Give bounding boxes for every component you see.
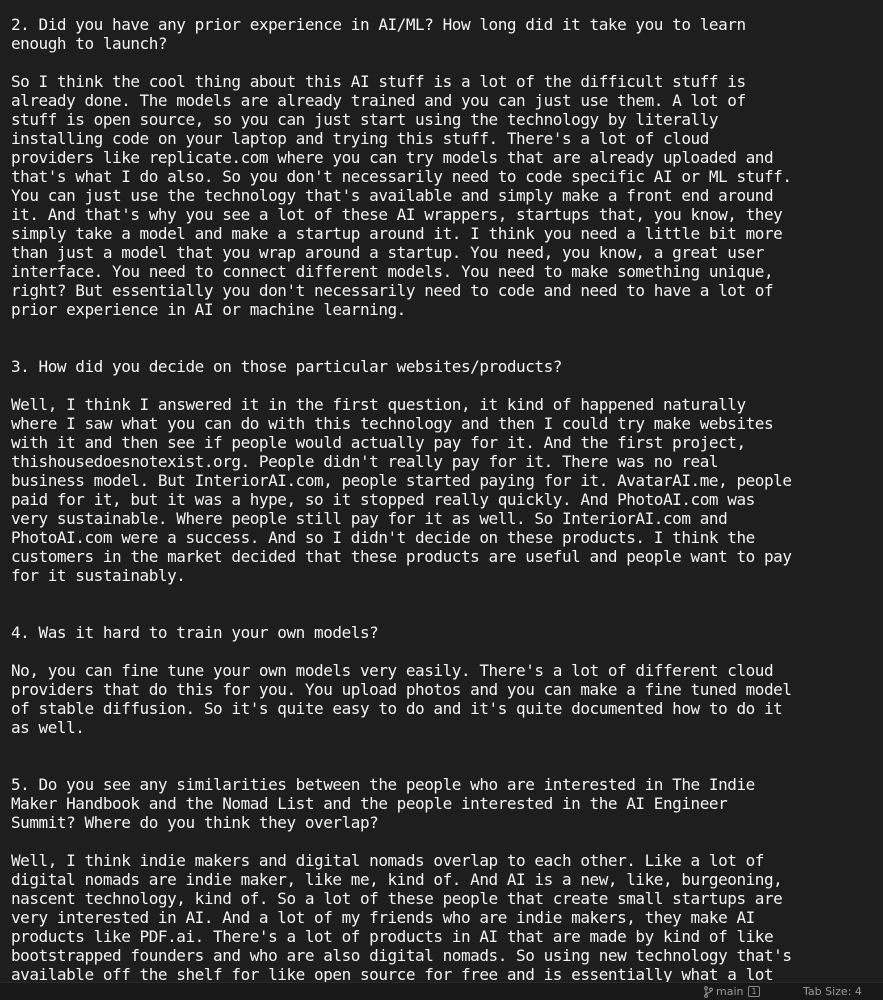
text-line: as well. xyxy=(11,718,85,737)
text-line: 3. How did you decide on those particular websites/products? xyxy=(11,357,562,376)
text-line xyxy=(11,53,873,72)
text-line: digital nomads are indie maker, like me, kind of. And AI is a new, like, burgeoning, xyxy=(11,870,783,889)
text-line xyxy=(11,642,873,661)
text-line: 5. Do you see any similarities between the people who are interested in The Indie xyxy=(11,775,755,794)
text-line: stuff is open source, so you can just start using the technology by literally xyxy=(11,110,719,129)
text-line: already done. The models are already trained and you can just use them. A lot of xyxy=(11,91,746,110)
text-line xyxy=(11,338,873,357)
text-line: than just a model that you wrap around a startup. You need, you know, a great user xyxy=(11,243,764,262)
text-line xyxy=(11,319,873,338)
text-line: for it sustainably. xyxy=(11,566,186,585)
text-line: available off the shelf for like open source for free and is essentially what a lot xyxy=(11,965,774,982)
text-line: installing code on your laptop and trying this stuff. There's a lot of cloud xyxy=(11,129,709,148)
text-line xyxy=(11,756,873,775)
text-line: it. And that's why you see a lot of these AI wrappers, startups that, you know, they xyxy=(11,205,783,224)
text-line: very interested in AI. And a lot of my friends who are indie makers, they make AI xyxy=(11,908,755,927)
text-line: Maker Handbook and the Nomad List and the people interested in the AI Engineer xyxy=(11,794,728,813)
text-line: bootstrapped founders and who are also digital nomads. So using new technology that's xyxy=(11,946,792,965)
text-line: enough to launch? xyxy=(11,34,168,53)
text-content[interactable] xyxy=(11,15,873,982)
text-line: Well, I think I answered it in the first question, it kind of happened naturally xyxy=(11,395,746,414)
text-line: with it and then see if people would actually pay for it. And the first project, xyxy=(11,433,746,452)
text-line: 2. Did you have any prior experience in AI/ML? How long did it take you to learn xyxy=(11,15,746,34)
text-line: simply take a model and make a startup around it. I think you need a little bit more xyxy=(11,224,783,243)
text-line: very sustainable. Where people still pay for it as well. So InteriorAI.com and xyxy=(11,509,728,528)
text-line: So I think the cool thing about this AI stuff is a lot of the difficult stuff is xyxy=(11,72,746,91)
branch-indicator[interactable] xyxy=(704,983,760,1000)
branch-badge: 1 xyxy=(748,986,759,997)
text-line xyxy=(11,604,873,623)
text-line: paid for it, but it was a hype, so it stopped really quickly. And PhotoAI.com was xyxy=(11,490,755,509)
text-line: thishousedoesnotexist.org. People didn't really pay for it. There was no real xyxy=(11,452,719,471)
branch-label: main xyxy=(716,985,744,998)
text-line: where I saw what you can do with this technology and then I could try make websites xyxy=(11,414,774,433)
text-line: providers that do this for you. You upload photos and you can make a fine tuned model xyxy=(11,680,792,699)
text-line: No, you can fine tune your own models very easily. There's a lot of different cloud xyxy=(11,661,774,680)
text-line: business model. But InteriorAI.com, people started paying for it. AvatarAI.me, people xyxy=(11,471,792,490)
tab-size-indicator[interactable]: Tab Size: 4 xyxy=(803,985,862,998)
status-bar xyxy=(0,982,883,1000)
text-line: nascent technology, kind of. So a lot of these people that create small startups are xyxy=(11,889,783,908)
text-line: products like PDF.ai. There's a lot of products in AI that are made by kind of like xyxy=(11,927,774,946)
text-line xyxy=(11,376,873,395)
text-line: of stable diffusion. So it's quite easy to do and it's quite documented how to do it xyxy=(11,699,783,718)
text-line: Summit? Where do you think they overlap? xyxy=(11,813,379,832)
text-line: right? But essentially you don't necessarily need to code and need to have a lot of xyxy=(11,281,774,300)
text-line xyxy=(11,737,873,756)
text-line: providers like replicate.com where you can try models that are already uploaded and xyxy=(11,148,774,167)
text-line: prior experience in AI or machine learning. xyxy=(11,300,406,319)
text-line: that's what I do also. So you don't necessarily need to code specific AI or ML stuff. xyxy=(11,167,792,186)
text-line xyxy=(11,832,873,851)
text-line: PhotoAI.com were a success. And so I didn't decide on these products. I think the xyxy=(11,528,755,547)
git-branch-icon xyxy=(704,986,713,998)
text-line: interface. You need to connect different models. You need to make something unique, xyxy=(11,262,774,281)
text-line xyxy=(11,585,873,604)
text-line: You can just use the technology that's available and simply make a front end around xyxy=(11,186,774,205)
text-line: customers in the market decided that these products are useful and people want to pay xyxy=(11,547,792,566)
text-line: Well, I think indie makers and digital nomads overlap to each other. Like a lot of xyxy=(11,851,764,870)
text-line: 4. Was it hard to train your own models? xyxy=(11,623,379,642)
